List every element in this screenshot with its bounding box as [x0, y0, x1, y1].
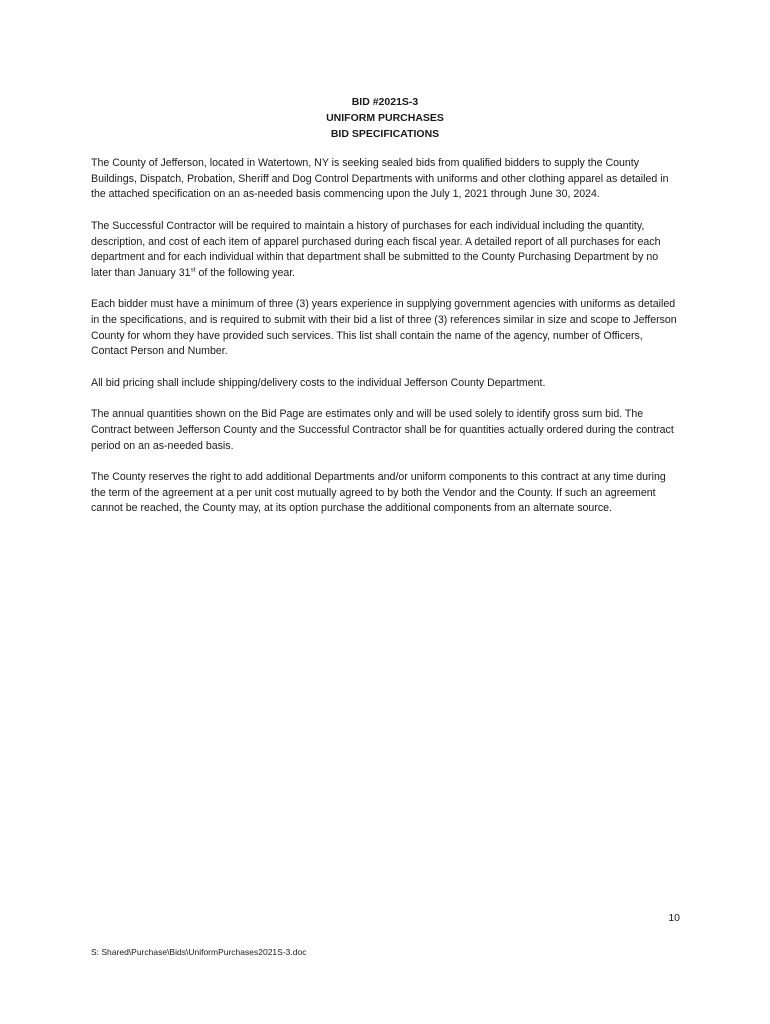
- paragraph-purchase-history-end: of the following year.: [195, 266, 296, 279]
- bid-number: BID #2021S-3: [351, 96, 419, 108]
- page-number: 10: [668, 912, 680, 924]
- paragraph-experience: Each bidder must have a minimum of three (3) years experience in supplying government agencies with uniforms as detailed in the specifications, and is required to submit with their bid a list of three (3) references similar in size and scope to Jefferson County for whom they have provided such services. This list shall contain the name of the agency, number of Officers, Contact Person and Number.: [91, 298, 677, 358]
- paragraph-purchase-history: [91, 219, 681, 282]
- paragraph-intro: The County of Jefferson, located in Watertown, NY is seeking sealed bids from qualified bidders to supply the County Buildings, Dispatch, Probation, Sheriff and Dog Control Departments with uniforms and other clothing apparel as detailed in the attached specification on an as-needed basis commencing upon the July 1, 2021 through June 30, 2024.: [91, 157, 669, 201]
- document-title: UNIFORM PURCHASES: [326, 112, 444, 124]
- paragraph-pricing: All bid pricing shall include shipping/delivery costs to the individual Jefferson County Department.: [91, 376, 546, 389]
- paragraph-quantities: The annual quantities shown on the Bid Page are estimates only and will be used solely to identify gross sum bid. The Contract between Jefferson County and the Successful Contractor shall be for quantities actually ordered during the contract period on an as-needed basis.: [91, 408, 674, 452]
- footer-file-path: S: Shared\Purchase\Bids\UniformPurchases2021S-3.doc: [91, 947, 307, 957]
- ordinal-suffix: st: [190, 266, 196, 274]
- paragraph-purchase-history-text: The Successful Contractor will be required to maintain a history of purchases for each individual including the quantity, description, and cost of each item of apparel purchased during each fiscal year. A detailed report of all purchases for each department and for each individual within that department shall be submitted to the County Purchasing Department by no later than January 31: [91, 219, 661, 279]
- document-header: [0, 94, 770, 142]
- document-subtitle: BID SPECIFICATIONS: [330, 128, 440, 140]
- paragraph-reserves-right: The County reserves the right to add additional Departments and/or uniform components to this contract at any time during the term of the agreement at a per unit cost mutually agreed to by both the Vendor and the County. If such an agreement cannot be reached, the County may, at its option purchase the additional components from an alternate source.: [91, 470, 666, 515]
- document-body: [91, 156, 681, 533]
